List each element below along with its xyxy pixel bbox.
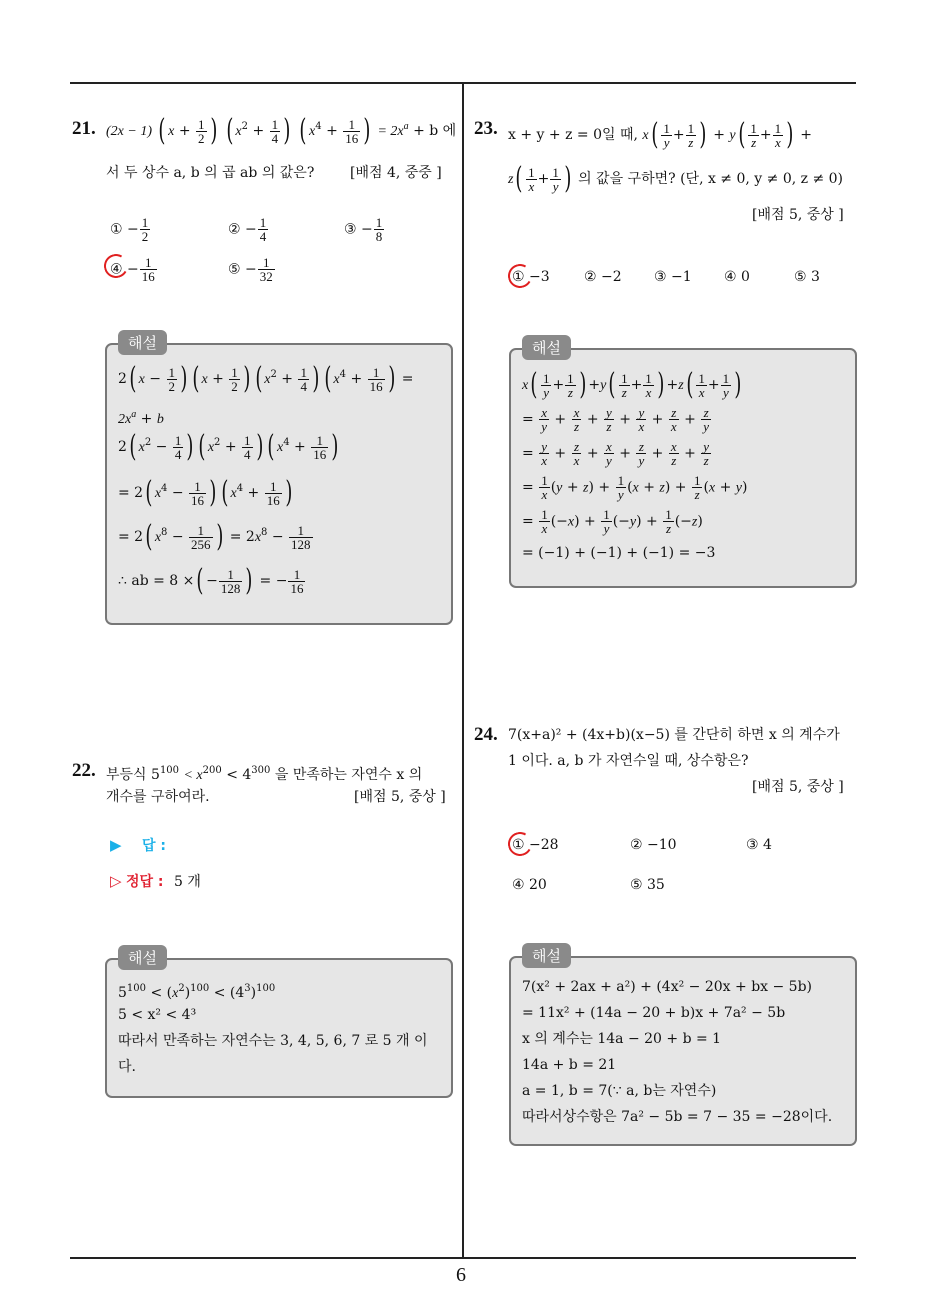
- hollow-arrow-icon: ▷: [110, 872, 122, 890]
- question-24-line2: 1 이다. a, b 가 자연수일 때, 상수항은?: [508, 753, 749, 769]
- q24-choice-5[interactable]: ⑤ 35: [630, 877, 665, 893]
- q21-choice-4[interactable]: ④ − $\frac{1}{16}$: [110, 255, 155, 284]
- q21-solution-line6: ∴ ab = 8 ×( − $\frac{1}{128}$ ) = − $\frac{1}{16}$: [118, 563, 304, 598]
- question-21-number: 21.: [72, 118, 96, 139]
- q23-choice-4[interactable]: ④ 0: [724, 269, 750, 285]
- correct-answer-mark: [505, 261, 534, 290]
- correct-answer-mark: [505, 829, 534, 858]
- q23-solution-tag: 해설: [522, 335, 571, 360]
- q21-choice-3[interactable]: ③ − $\frac{1}{8}$: [344, 215, 383, 244]
- q22-solution-line1: $5^{100} < (x^2)^{100} < (4^3)^{100}$: [118, 983, 276, 1001]
- q24-solution-line1: 7(x² + 2ax + a²) + (4x² − 20x + bx − 5b): [522, 979, 813, 995]
- q21-solution-line4: = 2( $x^4$ − $\frac{1}{16}$ ) ( $x^4$ + $\frac{1}{16}$ ): [118, 475, 293, 510]
- q23-solution-line3: = $\frac{y}{x}$ + $\frac{z}{x}$ + $\frac{x}{y}$ + $\frac{z}{y}$ + $\frac{x}{z}$ + $\frac{y}{z}$: [522, 439, 710, 468]
- q23-solution-line1: x( $\frac{1}{y}$ + $\frac{1}{z}$ ) +y( $\frac{1}{z}$ + $\frac{1}{x}$ ) +z( $\frac{1}{x}$ + $\frac{1}{y}$ ): [522, 367, 742, 402]
- page-number: 6: [456, 1264, 466, 1286]
- q22-solution-line2: 5 < x² < 4³: [118, 1007, 197, 1023]
- q23-solution-line4: = $\frac{1}{x}$ (y + z) + $\frac{1}{y}$ (x + z) + $\frac{1}{z}$ (x + y): [522, 473, 748, 502]
- q24-choice-2[interactable]: ② −10: [630, 837, 677, 853]
- q21-choice-5[interactable]: ⑤ − $\frac{1}{32}$: [228, 255, 273, 284]
- answer-label: 답 :: [142, 838, 166, 854]
- question-23-line1: x + y + z = 0일 때, x( $\frac{1}{y}$ + $\frac{1}{z}$ ) + y( $\frac{1}{z}$ + $\frac{1}{x}$ ) +: [508, 117, 812, 152]
- question-22-line1: 부등식 $5^{100} < x^{200} < 4^{300}$ 을 만족하는 자연수 x 의: [106, 765, 423, 783]
- question-21-line1: (2x − 1) ( x + $\frac{1}{2}$ ) ( $x^2$ + $\frac{1}{4}$ ) ( $x^4$ + $\frac{1}{16}$ ) = $2x^a + b$ 에: [106, 113, 457, 148]
- q21-choice-1[interactable]: ① − $\frac{1}{2}$: [110, 215, 149, 244]
- q24-solution-tag: 해설: [522, 943, 571, 968]
- q24-solution-line2: = 11x² + (14a − 20 + b)x + 7a² − 5b: [522, 1005, 786, 1021]
- column-divider: [462, 82, 464, 1258]
- q22-solution-line4: 다.: [118, 1059, 136, 1075]
- q24-solution-line3: x 의 계수는 14a − 20 + b = 1: [522, 1031, 722, 1047]
- q24-solution-line6: 따라서상수항은 7a² − 5b = 7 − 35 = −28이다.: [522, 1109, 833, 1125]
- q23-solution-line5: = $\frac{1}{x}$ (−x) + $\frac{1}{y}$ (−y) + $\frac{1}{z}$ (−z): [522, 507, 703, 536]
- q21-solution-line3: 2( $x^2$ − $\frac{1}{4}$ ) ( $x^2$ + $\frac{1}{4}$ ) ( $x^4$ + $\frac{1}{16}$ ): [118, 429, 339, 464]
- q23-choice-2[interactable]: ② −2: [584, 269, 622, 285]
- q23-solution-line2: = $\frac{x}{y}$ + $\frac{x}{z}$ + $\frac{y}{z}$ + $\frac{y}{x}$ + $\frac{z}{x}$ + $\frac{z}{y}$: [522, 405, 710, 434]
- correct-answer-row: [110, 872, 201, 891]
- q24-solution-line4: 14a + b = 21: [522, 1057, 617, 1073]
- question-24-number: 24.: [474, 724, 498, 745]
- q22-solution-line3: 따라서 만족하는 자연수는 3, 4, 5, 6, 7 로 5 개 이: [118, 1033, 428, 1049]
- q23-solution-line6: = (−1) + (−1) + (−1) = −3: [522, 545, 716, 561]
- q23-choice-3[interactable]: ③ −1: [654, 269, 692, 285]
- question-21-line2: 서 두 상수 a, b 의 곱 ab 의 값은?: [106, 165, 315, 181]
- question-24-score: [배점 5, 중상 ]: [752, 779, 844, 795]
- answer-row: [110, 836, 166, 855]
- q21-solution-line5: = 2( $x^8$ − $\frac{1}{256}$ ) = $2x^8$ − $\frac{1}{128}$: [118, 519, 311, 554]
- q24-solution-line5: a = 1, b = 7(∵ a, b는 자연수): [522, 1083, 717, 1099]
- correct-label: 정답 :: [126, 874, 164, 890]
- q24-choice-1[interactable]: ① −28: [512, 837, 559, 853]
- question-24-line1: 7(x+a)² + (4x+b)(x−5) 를 간단히 하면 x 의 계수가: [508, 727, 840, 743]
- q21-solution-line1: 2( x − $\frac{1}{2}$ ) ( x + $\frac{1}{2}$ ) ( $x^2$ + $\frac{1}{4}$ ) ( $x^4$ + $\frac{1}{16}$ ) =: [118, 361, 414, 396]
- question-21-score: [배점 4, 중중 ]: [350, 165, 442, 181]
- question-23-number: 23.: [474, 118, 498, 139]
- question-22-number: 22.: [72, 760, 96, 781]
- play-arrow-icon: ▶: [110, 836, 122, 854]
- q24-choice-4[interactable]: ④ 20: [512, 877, 547, 893]
- q23-choice-1[interactable]: ① −3: [512, 269, 550, 285]
- q22-solution-box: [105, 958, 453, 1098]
- q22-solution-tag: 해설: [118, 945, 167, 970]
- q21-solution-line2: $2x^a + b$: [118, 409, 164, 427]
- q23-choice-5[interactable]: ⑤ 3: [794, 269, 820, 285]
- q24-choice-3[interactable]: ③ 4: [746, 837, 772, 853]
- question-22-line2: 개수를 구하여라.: [106, 789, 210, 805]
- q21-solution-tag: 해설: [118, 330, 167, 355]
- correct-value: 5 개: [173, 874, 201, 890]
- q21-choice-2[interactable]: ② − $\frac{1}{4}$: [228, 215, 267, 244]
- question-23-score: [배점 5, 중상 ]: [752, 207, 844, 223]
- question-23-line2: z( $\frac{1}{x}$ + $\frac{1}{y}$ ) 의 값을 구하면? (단, x ≠ 0, y ≠ 0, z ≠ 0): [508, 161, 844, 196]
- bottom-rule: [70, 1257, 856, 1259]
- question-22-score: [배점 5, 중상 ]: [354, 789, 446, 805]
